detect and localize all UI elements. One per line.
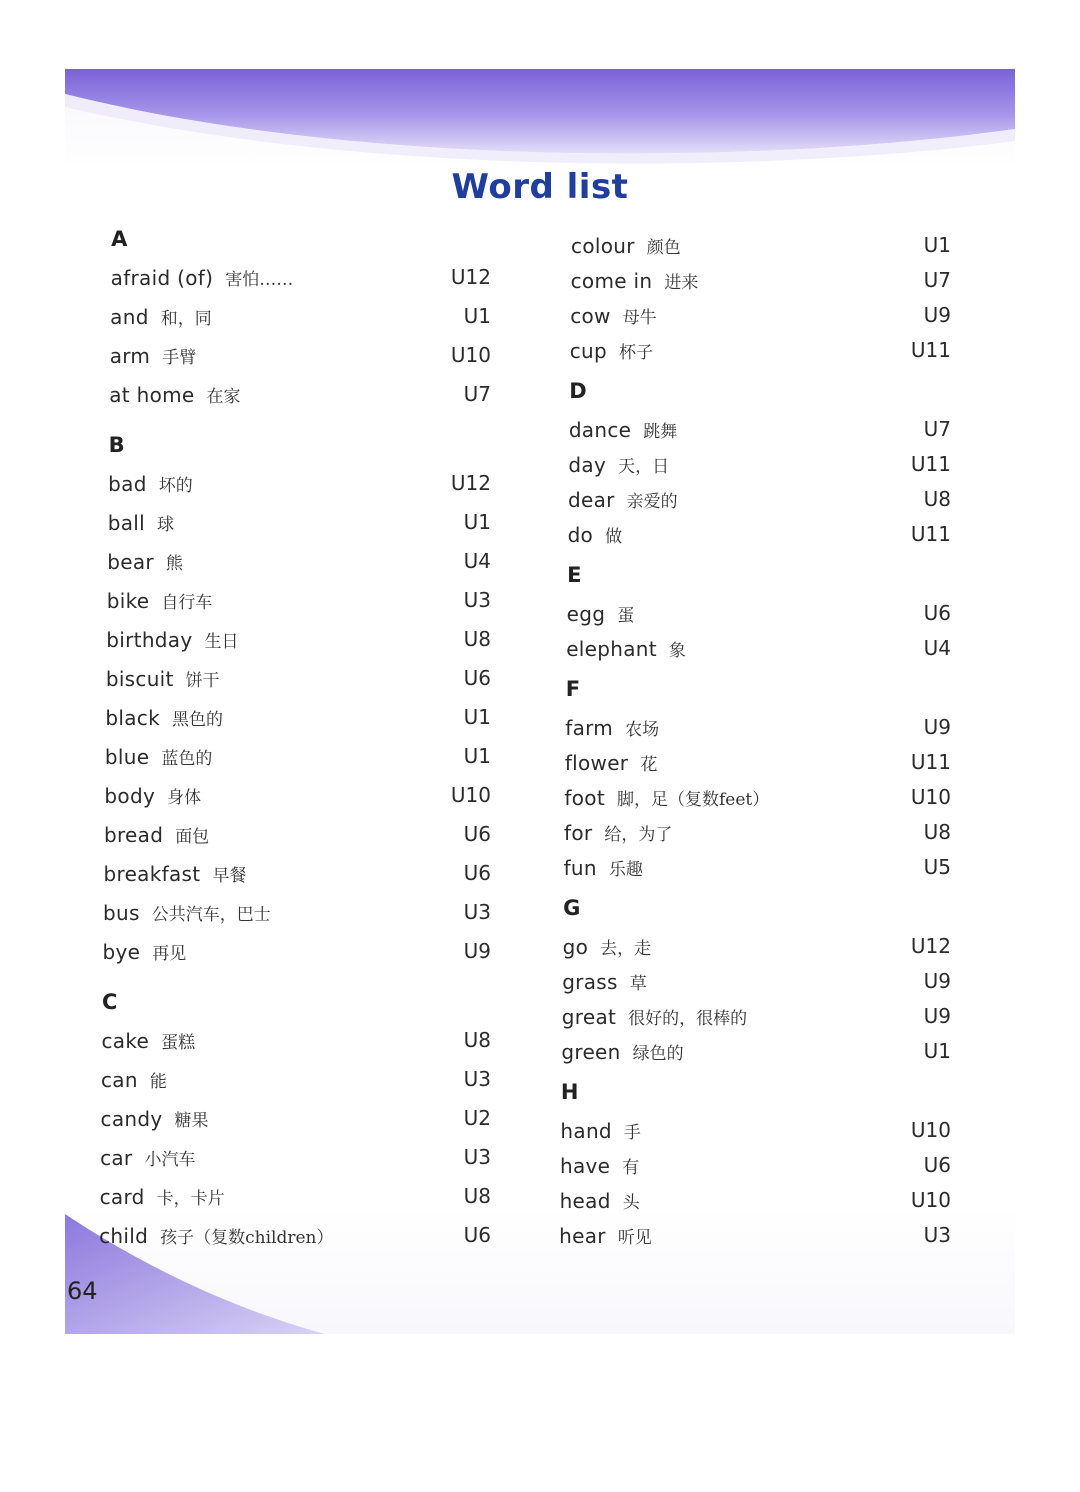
word-entry xyxy=(562,1004,951,1034)
word-entry xyxy=(571,233,951,263)
chinese-meaning: 糖果 xyxy=(174,1111,209,1131)
chinese-meaning: 蛋糕 xyxy=(161,1033,196,1053)
english-word: card xyxy=(99,1185,145,1209)
word-entry xyxy=(568,452,951,482)
chinese-meaning: 去，走 xyxy=(600,939,652,959)
word-entry xyxy=(561,1039,951,1069)
chinese-meaning: 卡，卡片 xyxy=(156,1189,225,1209)
english-word: do xyxy=(567,523,594,547)
unit-number: U10 xyxy=(910,1188,951,1212)
word-entry xyxy=(105,744,491,774)
word-entry xyxy=(104,783,491,813)
word-entry xyxy=(560,1118,951,1148)
chinese-meaning: 公共汽车，巴士 xyxy=(151,905,271,925)
unit-number: U3 xyxy=(463,900,491,924)
unit-number: U6 xyxy=(463,1223,491,1247)
unit-number: U12 xyxy=(450,471,491,495)
word-entry xyxy=(562,969,951,999)
word-entry xyxy=(106,666,491,696)
unit-number: U9 xyxy=(463,939,491,963)
chinese-meaning: 母牛 xyxy=(622,308,657,328)
english-word: farm xyxy=(565,716,614,740)
unit-number: U11 xyxy=(910,522,951,546)
english-word: body xyxy=(104,784,156,808)
unit-number: U4 xyxy=(923,636,951,660)
word-entry xyxy=(107,588,491,618)
unit-number: U6 xyxy=(463,861,491,885)
unit-number: U2 xyxy=(463,1106,491,1130)
english-word: fun xyxy=(563,856,597,880)
chinese-meaning: 蛋 xyxy=(617,606,635,626)
chinese-meaning: 黑色的 xyxy=(171,710,223,730)
unit-number: U8 xyxy=(463,1028,491,1052)
top-banner-decoration xyxy=(65,69,1015,169)
chinese-meaning: 亲爱的 xyxy=(626,492,678,512)
section-letter: C xyxy=(101,990,118,1014)
english-word: and xyxy=(110,305,149,329)
chinese-meaning: 生日 xyxy=(204,632,239,652)
unit-number: U6 xyxy=(923,601,951,625)
unit-number: U1 xyxy=(923,233,951,257)
unit-number: U5 xyxy=(923,855,951,879)
unit-number: U1 xyxy=(463,304,491,328)
english-word: afraid (of) xyxy=(110,266,214,290)
chinese-meaning: 手 xyxy=(623,1123,641,1143)
english-word: child xyxy=(99,1224,149,1248)
chinese-meaning: 能 xyxy=(149,1072,167,1092)
english-word: foot xyxy=(564,786,605,810)
chinese-meaning: 坏的 xyxy=(158,476,193,496)
chinese-meaning: 身体 xyxy=(167,788,202,808)
unit-number: U9 xyxy=(923,969,951,993)
english-word: go xyxy=(562,935,589,959)
english-word: cake xyxy=(101,1029,150,1053)
word-entry xyxy=(101,1028,491,1058)
unit-number: U7 xyxy=(463,382,491,406)
english-word: colour xyxy=(571,234,635,258)
chinese-meaning: 熊 xyxy=(165,554,183,574)
english-word: great xyxy=(561,1005,617,1029)
word-entry xyxy=(110,304,491,334)
chinese-meaning: 自行车 xyxy=(161,593,213,613)
word-entry xyxy=(570,338,951,368)
chinese-meaning: 有 xyxy=(622,1158,640,1178)
unit-number: U3 xyxy=(923,1223,951,1247)
unit-number: U11 xyxy=(910,452,951,476)
word-entry xyxy=(100,1145,491,1175)
section-letter: D xyxy=(569,379,587,403)
word-entry xyxy=(560,1153,951,1183)
english-word: for xyxy=(563,821,593,845)
book-page xyxy=(65,69,1015,1334)
english-word: dear xyxy=(567,488,615,512)
chinese-meaning: 饼干 xyxy=(185,671,220,691)
unit-number: U1 xyxy=(463,510,491,534)
unit-number: U6 xyxy=(463,666,491,690)
word-entry xyxy=(568,522,951,552)
chinese-meaning: 很好的，很棒的 xyxy=(628,1009,748,1029)
english-word: head xyxy=(559,1189,611,1213)
chinese-meaning: 听见 xyxy=(617,1228,652,1248)
english-word: day xyxy=(568,453,607,477)
chinese-meaning: 面包 xyxy=(175,827,210,847)
unit-number: U10 xyxy=(450,783,491,807)
word-entry xyxy=(564,785,951,815)
english-word: bread xyxy=(103,823,164,847)
word-entry xyxy=(101,1106,491,1136)
english-word: cow xyxy=(570,304,611,328)
chinese-meaning: 草 xyxy=(629,974,647,994)
page-title: Word list xyxy=(451,167,629,207)
english-word: bike xyxy=(106,589,150,613)
unit-number: U12 xyxy=(910,934,951,958)
unit-number: U1 xyxy=(923,1039,951,1063)
chinese-meaning: 象 xyxy=(668,641,686,661)
unit-number: U9 xyxy=(923,1004,951,1028)
chinese-meaning: 手臂 xyxy=(162,348,197,368)
english-word: hear xyxy=(559,1224,606,1248)
unit-number: U9 xyxy=(923,715,951,739)
word-entry xyxy=(108,510,491,540)
english-word: biscuit xyxy=(105,667,174,691)
chinese-meaning: 颜色 xyxy=(646,238,681,258)
unit-number: U3 xyxy=(463,1067,491,1091)
word-entry xyxy=(569,417,951,447)
word-entry xyxy=(105,705,491,735)
word-entry xyxy=(110,343,491,373)
chinese-meaning: 小汽车 xyxy=(144,1150,196,1170)
word-entry xyxy=(99,1223,491,1253)
word-entry xyxy=(108,471,491,501)
english-word: bad xyxy=(108,472,147,496)
word-entry xyxy=(107,549,491,579)
word-entry xyxy=(101,1067,491,1097)
english-word: bear xyxy=(107,550,154,574)
chinese-meaning: 害怕…… xyxy=(225,270,294,290)
section-letter: H xyxy=(560,1080,579,1104)
english-word: candy xyxy=(100,1107,163,1131)
unit-number: U8 xyxy=(463,1184,491,1208)
unit-number: U3 xyxy=(463,588,491,612)
chinese-meaning: 做 xyxy=(605,527,623,547)
section-letter: E xyxy=(567,563,582,587)
unit-number: U10 xyxy=(910,785,951,809)
chinese-meaning: 和，同 xyxy=(160,309,212,329)
word-entry xyxy=(564,820,951,850)
word-entry xyxy=(103,939,491,969)
unit-number: U7 xyxy=(923,268,951,292)
chinese-meaning: 跳舞 xyxy=(643,422,678,442)
english-word: egg xyxy=(566,602,606,626)
unit-number: U10 xyxy=(910,1118,951,1142)
unit-number: U1 xyxy=(463,744,491,768)
unit-number: U6 xyxy=(923,1153,951,1177)
english-word: elephant xyxy=(566,637,657,661)
english-word: have xyxy=(559,1154,611,1178)
word-entry xyxy=(571,268,951,298)
section-letter: A xyxy=(111,227,128,251)
english-word: arm xyxy=(109,344,151,368)
word-entry xyxy=(111,265,491,295)
section-letter: B xyxy=(108,433,125,457)
section-letter: F xyxy=(565,677,581,701)
english-word: bus xyxy=(103,901,140,925)
word-entry xyxy=(568,487,951,517)
chinese-meaning: 再见 xyxy=(152,944,187,964)
word-entry xyxy=(565,715,951,745)
chinese-meaning: 头 xyxy=(622,1193,640,1213)
unit-number: U6 xyxy=(463,822,491,846)
chinese-meaning: 球 xyxy=(156,515,174,535)
english-word: come in xyxy=(570,269,653,293)
unit-number: U7 xyxy=(923,417,951,441)
chinese-meaning: 早餐 xyxy=(212,866,247,886)
unit-number: U8 xyxy=(923,820,951,844)
english-word: green xyxy=(561,1040,621,1064)
unit-number: U10 xyxy=(450,343,491,367)
unit-number: U12 xyxy=(450,265,491,289)
chinese-meaning: 给，为了 xyxy=(604,825,673,845)
word-entry xyxy=(570,303,951,333)
english-word: breakfast xyxy=(103,862,201,886)
word-entry xyxy=(565,750,951,780)
word-entry xyxy=(560,1188,951,1218)
word-entry xyxy=(563,934,951,964)
chinese-meaning: 在家 xyxy=(206,387,241,407)
unit-number: U1 xyxy=(463,705,491,729)
chinese-meaning: 花 xyxy=(640,755,658,775)
english-word: grass xyxy=(562,970,618,994)
word-entry xyxy=(104,822,491,852)
english-word: cup xyxy=(569,339,608,363)
english-word: hand xyxy=(560,1119,612,1143)
chinese-meaning: 杯子 xyxy=(619,343,654,363)
unit-number: U11 xyxy=(910,750,951,774)
unit-number: U8 xyxy=(463,627,491,651)
chinese-meaning: 乐趣 xyxy=(608,860,643,880)
chinese-meaning: 孩子（复数children） xyxy=(160,1228,334,1248)
word-entry xyxy=(559,1223,951,1253)
chinese-meaning: 进来 xyxy=(664,273,699,293)
english-word: at home xyxy=(109,383,195,407)
word-entry xyxy=(109,382,491,412)
english-word: birthday xyxy=(106,628,193,652)
word-entry xyxy=(564,855,951,885)
unit-number: U9 xyxy=(923,303,951,327)
english-word: blue xyxy=(104,745,150,769)
chinese-meaning: 脚，足（复数feet） xyxy=(616,790,770,810)
chinese-meaning: 绿色的 xyxy=(632,1044,684,1064)
english-word: ball xyxy=(107,511,145,535)
word-entry xyxy=(106,627,491,657)
english-word: bye xyxy=(102,940,141,964)
english-word: black xyxy=(105,706,160,730)
unit-number: U8 xyxy=(923,487,951,511)
chinese-meaning: 农场 xyxy=(625,720,660,740)
page-number: 64 xyxy=(67,1277,98,1305)
english-word: can xyxy=(101,1068,138,1092)
word-entry xyxy=(103,861,491,891)
english-word: dance xyxy=(568,418,632,442)
english-word: car xyxy=(100,1146,133,1170)
unit-number: U3 xyxy=(463,1145,491,1169)
chinese-meaning: 蓝色的 xyxy=(161,749,213,769)
chinese-meaning: 天，日 xyxy=(618,457,670,477)
unit-number: U11 xyxy=(910,338,951,362)
word-entry xyxy=(100,1184,491,1214)
word-entry xyxy=(566,636,951,666)
unit-number: U4 xyxy=(463,549,491,573)
word-entry xyxy=(103,900,491,930)
word-entry xyxy=(567,601,951,631)
english-word: flower xyxy=(564,751,629,775)
section-letter: G xyxy=(563,896,581,920)
